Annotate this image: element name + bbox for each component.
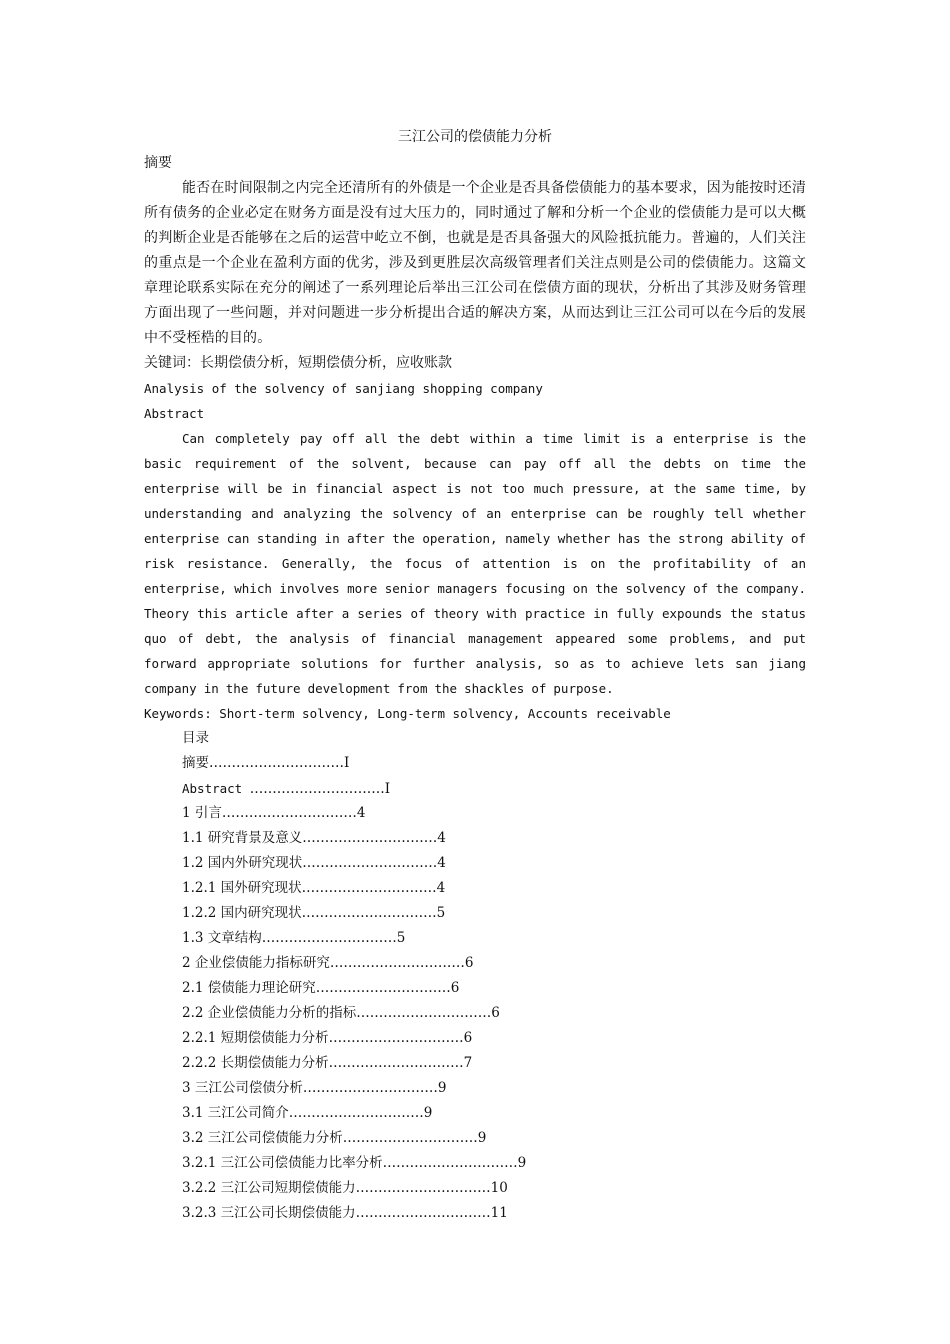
toc-entry-leader: ………………………… xyxy=(302,855,438,871)
toc-entry-page: 4 xyxy=(437,855,446,871)
toc-entry-page: 6 xyxy=(450,980,460,996)
toc-entry-label: 3 三江公司偿债分析 xyxy=(182,1080,303,1096)
toc-entry[interactable] xyxy=(182,1026,806,1051)
keywords-en: Keywords: Short-term solvency, Long-term solvency, Accounts receivable xyxy=(144,706,671,721)
toc-entry-leader: ………………………… xyxy=(288,1105,424,1121)
toc-entry-leader: ………………………… xyxy=(261,930,397,946)
toc-entry-label: 1.1 研究背景及意义 xyxy=(182,830,303,846)
toc-entry-page: 4 xyxy=(437,830,446,846)
toc-entry-label: 3.2.1 三江公司偿债能力比率分析 xyxy=(182,1155,383,1171)
toc-entry-leader: ………………………… xyxy=(301,905,437,921)
toc-entry-label: 1 引言 xyxy=(182,805,222,821)
abstract-zh-body: 能否在时间限制之内完全还清所有的外债是一个企业是否具备偿债能力的基本要求，因为能按时还清所有债务的企业必定在财务方面是没有过大压力的，同时通过了解和分析一个企业的偿债能力是可以大概的判断企业是否能够在之后的运营中屹立不倒，也就是是否具备强大的风险抵抗能力。普遍的，人们关注的重点是一个企业在盈利方面的优劣，涉及到更胜层次高级管理者们关注点则是公司的偿债能力。这篇文章理论联系实际在充分的阐述了一系列理论后举出三江公司在偿债方面的现状，分析出了其涉及财务管理方面出现了一些问题，并对问题进一步分析提出合适的解决方案，从而达到让三江公司可以在今后的发展中不受桎梏的目的。 xyxy=(144,180,806,346)
toc-entry-leader: ………………………… xyxy=(328,1030,464,1046)
toc-entry[interactable] xyxy=(182,1076,806,1101)
toc-entry[interactable] xyxy=(182,1151,806,1176)
toc-entry-label: 3.1 三江公司简介 xyxy=(182,1105,289,1121)
toc-entry-page: 7 xyxy=(463,1055,473,1071)
toc-entry-page: I xyxy=(344,755,350,771)
toc-entry-label: 1.2.2 国内研究现状 xyxy=(182,905,302,921)
toc-entry-page: 5 xyxy=(436,905,446,921)
toc-entry-label: 1.2 国内外研究现状 xyxy=(182,855,303,871)
toc-entry-leader: ………………………… xyxy=(328,1055,464,1071)
toc-entry-page: 11 xyxy=(490,1205,508,1221)
toc-entry-label: 1.3 文章结构 xyxy=(182,930,262,946)
toc-entry-label: 2.2.2 长期偿债能力分析 xyxy=(182,1055,329,1071)
toc-entry-label: 1.2.1 国外研究现状 xyxy=(182,880,302,896)
toc-entry[interactable] xyxy=(182,826,806,851)
toc-entry-leader: ………………………… xyxy=(301,880,437,896)
toc-list xyxy=(182,751,806,1226)
toc-entry[interactable] xyxy=(182,1001,806,1026)
toc-entry[interactable] xyxy=(182,801,806,826)
toc-entry-page: 6 xyxy=(464,955,474,971)
toc-entry-page: 9 xyxy=(517,1155,527,1171)
toc-entry-page: 4 xyxy=(436,880,446,896)
toc-entry[interactable] xyxy=(182,951,806,976)
toc-entry[interactable] xyxy=(182,1176,806,1201)
toc-entry[interactable] xyxy=(182,751,806,776)
toc-entry-label: 2.1 偿债能力理论研究 xyxy=(182,980,316,996)
document-content xyxy=(144,126,806,1226)
toc-entry-page: 6 xyxy=(491,1005,500,1021)
toc-entry-leader: ………………………… xyxy=(221,805,357,821)
toc-entry-label: 2 企业偿债能力指标研究 xyxy=(182,955,330,971)
toc-entry-leader: ………………………… xyxy=(315,980,451,996)
toc-entry[interactable] xyxy=(182,1051,806,1076)
toc-entry-label: 摘要 xyxy=(182,755,209,771)
document-title: 三江公司的偿债能力分析 xyxy=(398,129,552,145)
toc-entry-leader: ………………………… xyxy=(356,1005,492,1021)
toc-heading: 目录 xyxy=(182,730,209,746)
toc-entry[interactable] xyxy=(182,851,806,876)
toc-entry-leader: ………………………… xyxy=(382,1155,518,1171)
toc-entry[interactable] xyxy=(182,1201,806,1226)
english-title: Analysis of the solvency of sanjiang shopping company xyxy=(144,381,543,396)
toc-entry-leader: ………………………… xyxy=(329,955,465,971)
toc-entry-page: 10 xyxy=(490,1180,508,1196)
toc-entry[interactable] xyxy=(182,976,806,1001)
abstract-en-heading: Abstract xyxy=(144,406,205,421)
toc-entry-page: 9 xyxy=(423,1105,433,1121)
toc-entry-leader: ………………………… xyxy=(355,1205,491,1221)
toc-entry-leader: ………………………… xyxy=(302,1080,438,1096)
toc-entry-leader: ………………………… xyxy=(249,781,385,797)
toc-entry-page: I xyxy=(384,781,391,797)
toc-entry[interactable] xyxy=(182,901,806,926)
toc-entry-leader: ………………………… xyxy=(302,830,438,846)
toc-entry[interactable] xyxy=(182,776,806,801)
table-of-contents xyxy=(144,726,806,1226)
toc-entry-label: 3.2 三江公司偿债能力分析 xyxy=(182,1130,343,1146)
toc-entry-label: 2.2.1 短期偿债能力分析 xyxy=(182,1030,329,1046)
toc-entry-label: 3.2.3 三江公司长期偿债能力 xyxy=(182,1205,356,1221)
abstract-zh-heading: 摘要 xyxy=(144,155,172,171)
toc-entry[interactable] xyxy=(182,1101,806,1126)
toc-entry-page: 4 xyxy=(356,805,366,821)
abstract-en-body: Can completely pay off all the debt within a time limit is a enterprise is the basic requirement of the solvent, because can pay off all the debts on time the enterprise will be in financial aspect is not too much pressure, at the same time, by understanding and analyzing the solvency of an enterprise can be roughly tell whether enterprise can standing in after the operation, namely whether has the strong ability of risk resistance. Generally, the focus of attention is on the profitability of an enterprise, which involves more senior managers focusing on the solvency of the company. Theory this article after a series of theory with practice in fully expounds the status quo of debt, the analysis of financial management appeared some problems, and put forward appropriate solutions for further analysis, so as to achieve lets san jiang company in the future development from the shackles of purpose. xyxy=(144,431,806,696)
toc-entry-label: 2.2 企业偿债能力分析的指标 xyxy=(182,1005,357,1021)
toc-entry-page: 6 xyxy=(463,1030,473,1046)
toc-entry-label: Abstract xyxy=(182,781,250,796)
toc-entry-leader: ………………………… xyxy=(209,755,344,771)
toc-entry[interactable] xyxy=(182,1126,806,1151)
toc-entry-label: 3.2.2 三江公司短期偿债能力 xyxy=(182,1180,356,1196)
toc-entry-page: 9 xyxy=(477,1130,487,1146)
toc-entry-page: 9 xyxy=(437,1080,447,1096)
toc-entry[interactable] xyxy=(182,876,806,901)
toc-entry[interactable] xyxy=(182,926,806,951)
toc-entry-leader: ………………………… xyxy=(342,1130,478,1146)
toc-entry-leader: ………………………… xyxy=(355,1180,491,1196)
keywords-zh: 关键词：长期偿债分析，短期偿债分析，应收账款 xyxy=(144,355,452,371)
toc-entry-page: 5 xyxy=(396,930,406,946)
